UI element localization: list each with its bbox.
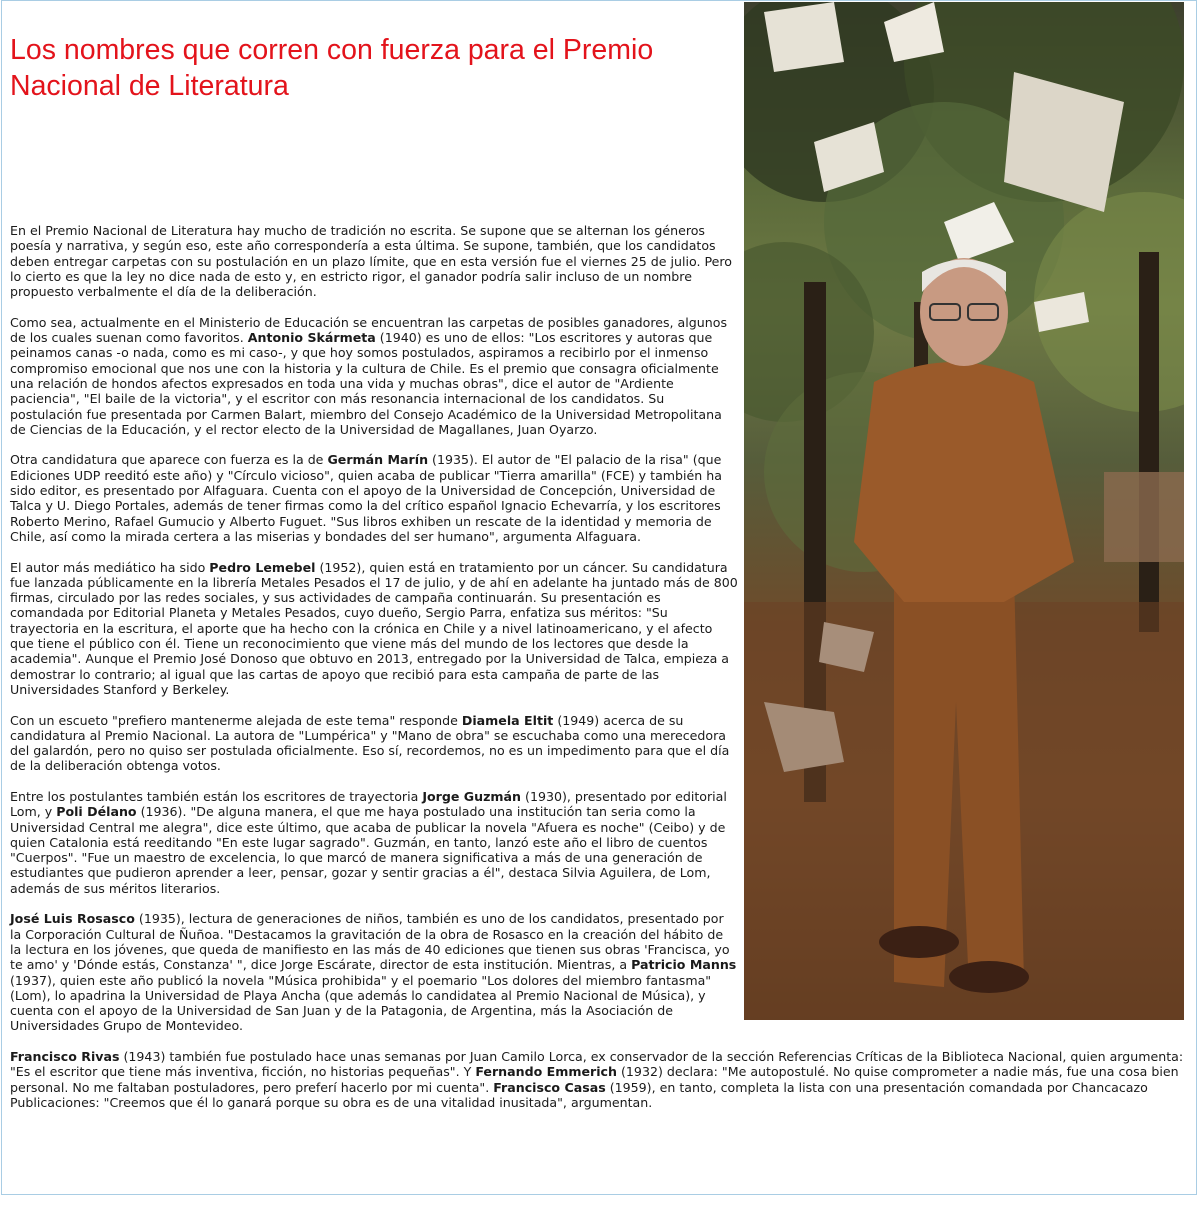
- article-body: [10, 223, 1190, 1126]
- paragraph-1: En el Premio Nacional de Literatura hay mucho de tradición no escrita. Se supone que se alternan los géneros poesía y narrativa, y según eso, este año correspondería a esta última. Se supone, también, que los candidatos deben entregar carpetas con su postulación en un plazo límite, que en esta versión fue el viernes 25 de julio. Pero lo cierto es que la ley no dice nada de esto y, en estricto rigor, el ganador podría salir incluso de un nombre propuesto verbalmente el día de la deliberación.: [10, 223, 732, 300]
- paragraph-6: Entre los postulantes también están los escritores de trayectoria Jorge Guzmán (1930), presentado por editorial Lom, y Poli Délano (1936). "De alguna manera, el que me haya postulado una institución tan seria como la Universidad Central me alegra", dice este último, que acaba de publicar la novela "Afuera es noche" (Ceibo) y de quien Catalonia está reeditando "En este lugar sagrado". Guzmán, en tanto, lanzó este año el libro de cuentos "Cuerpos". "Fue un maestro de excelencia, lo que marcó de manera significativa a más de una generación de estudiantes que pudieron aprender a leer, pensar, gozar y sentir gracias a él", destaca Silvia Aguilera, de Lom, además de sus méritos literarios.: [10, 788, 727, 896]
- paragraph-8: Francisco Rivas (1943) también fue postulado hace unas semanas por Juan Camilo Lorca, ex conservador de la sección Referencias Críticas de la Biblioteca Nacional, quien argumenta: "Es el escritor que tiene más inventiva, ficción, no historias pequeñas". Y Fernando Emmerich (1932) declara: "Me autopostulé. No quise comprometer a nadie más, fue una cosa bien personal. No me faltaban postuladores, pero preferí hacerlo por mi cuenta". Francisco Casas (1959), en tanto, completa la lista con una presentación comandada por Chancacazo Publicaciones: "Creemos que él lo ganará porque su obra es de una vitalidad inusitada", argumentan.: [10, 1049, 1184, 1110]
- paragraph-5: Con un escueto "prefiero mantenerme alejada de este tema" responde Diamela Eltit (1949) acerca de su candidatura al Premio Nacional. La autora de "Lumpérica" y "Mano de obra" se escuchaba como una merecedora del galardón, pero no quiso ser postulada oficialmente. Eso sí, recordemos, no es un impedimento para que el día de la deliberación obtenga votos.: [10, 712, 730, 774]
- article-title: Los nombres que corren con fuerza para el Premio Nacional de Literatura: [10, 34, 654, 102]
- paragraph-4: El autor más mediático ha sido Pedro Lemebel (1952), quien está en tratamiento por un cáncer. Su candidatura fue lanzada públicamente en la librería Metales Pesados el 17 de julio, y de ahí en adelante ha juntado más de 800 firmas, circulado por las redes sociales, y sus actividades de campaña continuarán. Su presentación es comandada por Editorial Planeta y Metales Pesados, cuyo dueño, Sergio Parra, enfatiza sus méritos: "Su trayectoria en la escritura, el aporte que ha hecho con la crónica en Chile y a nivel latinoamericano, y el afecto que tiene el público con él. Tiene un reconocimiento que viene más del mundo de los lectores que desde la academia". Aunque el Premio José Donoso que obtuvo en 2013, entregado por la Universidad de Talca, empieza a demostrar lo contrario; al igual que las cartas de apoyo que recibió para esta campaña de parte de las Universidades Stanford y Berkeley.: [10, 559, 738, 697]
- paragraph-7: José Luis Rosasco (1935), lectura de generaciones de niños, también es uno de los candidatos, presentado por la Corporación Cultural de Ñuñoa. "Destacamos la gravitación de la obra de Rosasco en la creación del hábito de la lectura en los jóvenes, que queda de manifiesto en las más de 40 ediciones que tienen sus obras 'Francisca, yo te amo' y 'Dónde estás, Constanza' ", dice Jorge Escárate, director de esta institución. Mientras, a Patricio Manns (1937), quien este año publicó la novela "Música prohibida" y el poemario "Los dolores del miembro fantasma" (Lom), lo apadrina la Universidad de Playa Ancha (que además lo candidatea al Premio Nacional de Música), y cuenta con el apoyo de la Universidad de San Juan y de la Patagonia, de Argentina, más la Asociación de Universidades Grupo de Montevideo.: [10, 911, 737, 1034]
- paragraph-2: Como sea, actualmente en el Ministerio de Educación se encuentran las carpetas de posibles ganadores, algunos de los cuales suenan como favoritos. Antonio Skármeta (1940) es uno de ellos: "Los escritores y autoras que peinamos canas -o nada, como es mi caso-, y que hoy somos postulados, aspiramos a recibirlo por el inmenso compromiso emocional que nos une con la historia y la cultura de Chile. Es el premio que consagra oficialmente una relación de hondos afectos expresados en toda una vida y muchas obras", dice el autor de "Ardiente paciencia", "El baile de la victoria", y el escritor con más resonancia internacional de los candidatos. Su postulación fue presentada por Carmen Balart, miembro del Consejo Académico de la Universidad Metropolitana de Ciencias de la Educación, y el rector electo de la Universidad de Magallanes, Juan Oyarzo.: [10, 314, 728, 437]
- paragraph-3: Otra candidatura que aparece con fuerza es la de Germán Marín (1935). El autor de "El palacio de la risa" (que Ediciones UDP reeditó este año) y "Círculo vicioso", quien acaba de publicar "Tierra amarilla" (FCE) y también ha sido editor, es presentado por Alfaguara. Cuenta con el apoyo de la Universidad de Concepción, Universidad de Talca y U. Diego Portales, además de tener firmas como la del crítico español Ignacio Echevarría, y los escritores Roberto Merino, Rafael Gumucio y Alberto Fuguet. "Sus libros exhiben un rescate de la identidad y memoria de Chile, así como la mirada certera a las miserias y bondades del ser humano", argumenta Alfaguara.: [10, 452, 722, 544]
- article-body-narrow-column: [10, 223, 738, 1034]
